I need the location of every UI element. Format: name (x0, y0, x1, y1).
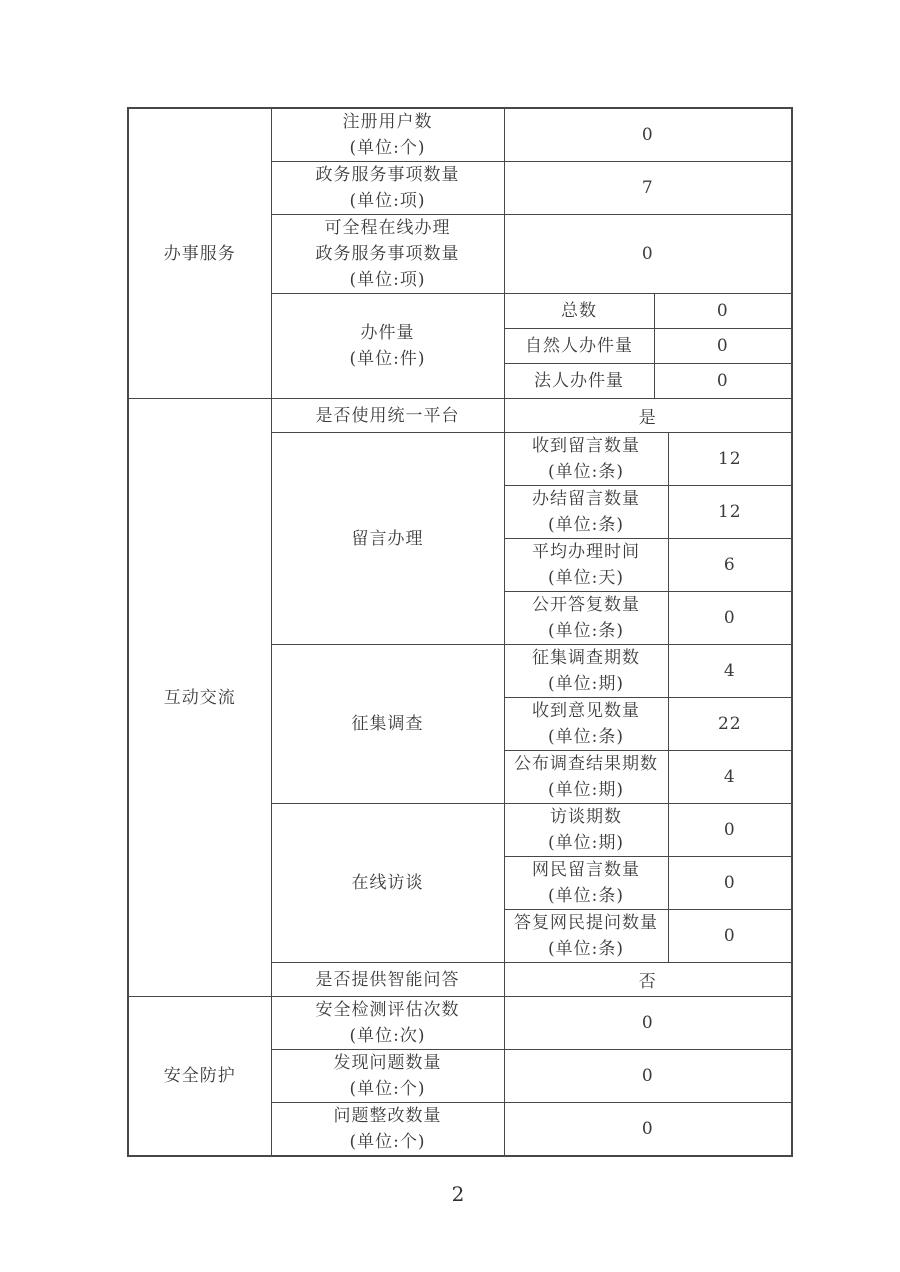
label-line: 政务服务事项数量 (315, 165, 460, 185)
label-line: 是否提供智能问答 (315, 969, 460, 990)
value-cell: 0 (668, 857, 792, 910)
label-line: (单位:次) (349, 1026, 426, 1046)
sub-item-label-cell (504, 804, 668, 857)
value-cell: 4 (668, 645, 792, 698)
label-line: 是否使用统一平台 (315, 405, 460, 426)
value-cell: 是 (504, 399, 792, 433)
label-line: 发现问题数量 (333, 1053, 442, 1073)
category-cell (128, 108, 271, 399)
label-line: (单位:条) (548, 727, 624, 747)
sub-item-label-cell (504, 857, 668, 910)
group-label-cell (271, 804, 504, 963)
label-line: 注册用户数 (342, 112, 433, 132)
label-line: 安全防护 (163, 1066, 236, 1086)
label-line: 办结留言数量 (532, 489, 640, 509)
value-cell: 4 (668, 751, 792, 804)
label-line: 收到意见数量 (532, 701, 640, 721)
label-line: (单位:期) (548, 833, 624, 853)
label-line: 法人办件量 (534, 371, 624, 391)
value-cell: 7 (504, 162, 792, 215)
category-cell (128, 997, 271, 1157)
label-line: (单位:天) (548, 568, 624, 588)
value-cell: 0 (504, 108, 792, 162)
item-label-cell (271, 963, 504, 997)
label-line: (单位:条) (548, 886, 624, 906)
sub-item-label-cell (504, 751, 668, 804)
item-label-cell (271, 1050, 504, 1103)
value-cell: 6 (668, 539, 792, 592)
label-line: 答复网民提问数量 (514, 913, 658, 933)
label-line: (单位:期) (548, 780, 624, 800)
label-line: 收到留言数量 (532, 436, 640, 456)
value-cell: 0 (654, 329, 792, 364)
page-number: 2 (451, 1182, 465, 1206)
label-line: 公开答复数量 (532, 595, 640, 615)
group-label-cell (271, 294, 504, 399)
label-line: 总数 (561, 301, 597, 321)
value-cell: 0 (654, 364, 792, 399)
label-line: (单位:个) (349, 138, 426, 158)
sub-item-label-cell (504, 294, 654, 329)
table-row (128, 399, 792, 433)
sub-item-label-cell (504, 539, 668, 592)
value-cell: 22 (668, 698, 792, 751)
item-label-cell (271, 108, 504, 162)
sub-item-label-cell (504, 698, 668, 751)
value-cell: 0 (504, 1103, 792, 1157)
category-cell (128, 399, 271, 997)
label-line: 征集调查 (351, 714, 424, 734)
label-line: 征集调查期数 (532, 648, 640, 668)
label-line: 可全程在线办理 (324, 218, 451, 238)
sub-item-label-cell (504, 645, 668, 698)
value-cell: 0 (504, 997, 792, 1050)
label-line: 办事服务 (163, 243, 236, 264)
table-row (128, 108, 792, 162)
label-line: (单位:条) (548, 939, 624, 959)
value-cell: 0 (504, 215, 792, 294)
item-label-cell (271, 399, 504, 433)
value-cell: 0 (668, 804, 792, 857)
label-line: 访谈期数 (550, 807, 622, 827)
label-line: 公布调查结果期数 (514, 754, 658, 774)
label-line: 在线访谈 (351, 873, 424, 893)
label-line: (单位:项) (349, 191, 426, 211)
label-line: (单位:个) (349, 1079, 426, 1099)
value-cell: 0 (654, 294, 792, 329)
sub-item-label-cell (504, 364, 654, 399)
label-line: 问题整改数量 (333, 1106, 442, 1126)
value-cell: 0 (668, 910, 792, 963)
value-cell: 否 (504, 963, 792, 997)
table-row (128, 997, 792, 1050)
report-table (127, 107, 793, 1157)
label-line: (单位:项) (349, 270, 426, 290)
value-cell: 0 (668, 592, 792, 645)
item-label-cell (271, 1103, 504, 1157)
item-label-cell (271, 997, 504, 1050)
item-label-cell (271, 162, 504, 215)
label-line: (单位:条) (548, 462, 624, 482)
sub-item-label-cell (504, 592, 668, 645)
sub-item-label-cell (504, 910, 668, 963)
label-line: (单位:期) (548, 674, 624, 694)
label-line: (单位:条) (548, 515, 624, 535)
label-line: 自然人办件量 (525, 336, 633, 356)
value-cell: 12 (668, 486, 792, 539)
label-line: 政务服务事项数量 (315, 244, 460, 264)
sub-item-label-cell (504, 486, 668, 539)
group-label-cell (271, 433, 504, 645)
label-line: 网民留言数量 (532, 860, 640, 880)
label-line: 安全检测评估次数 (315, 1000, 460, 1020)
value-cell: 12 (668, 433, 792, 486)
label-line: (单位:个) (349, 1132, 426, 1152)
report-table-body (128, 108, 792, 1156)
label-line: (单位:件) (349, 349, 426, 369)
label-line: 平均办理时间 (532, 542, 640, 562)
label-line: 互动交流 (163, 687, 236, 708)
label-line: 办件量 (360, 323, 415, 343)
sub-item-label-cell (504, 329, 654, 364)
label-line: 留言办理 (351, 528, 424, 549)
item-label-cell (271, 215, 504, 294)
sub-item-label-cell (504, 433, 668, 486)
value-cell: 0 (504, 1050, 792, 1103)
group-label-cell (271, 645, 504, 804)
label-line: (单位:条) (548, 621, 624, 641)
